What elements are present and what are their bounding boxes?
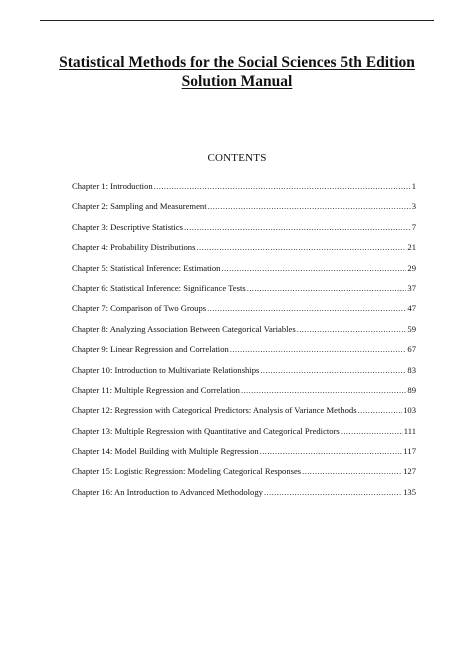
title-line-1: Statistical Methods for the Social Sciences 5th Edition [59, 54, 415, 71]
toc-dot-leader [260, 365, 406, 375]
toc-chapter-title: Chapter 1: Introduction [72, 181, 153, 191]
toc-page-number: 135 [403, 486, 416, 497]
toc-entry [72, 466, 416, 486]
toc-dot-leader [196, 242, 406, 252]
toc-dot-leader [208, 201, 411, 211]
toc-entry [72, 385, 416, 405]
toc-dot-leader [358, 405, 403, 415]
toc-page-number: 7 [411, 221, 416, 232]
toc-dot-leader [302, 466, 402, 476]
toc-chapter-title: Chapter 8: Analyzing Association Between Categorical Variables [72, 323, 296, 334]
toc-entry [72, 283, 416, 303]
toc-entry [72, 222, 416, 242]
toc-entry [72, 181, 416, 201]
toc-dot-leader [221, 263, 406, 273]
toc-dot-leader [297, 324, 407, 334]
toc-dot-leader [264, 487, 402, 497]
toc-entry [72, 324, 416, 344]
toc-chapter-title: Chapter 16: An Introduction to Advanced Methodology [72, 486, 263, 497]
toc-page-number: 127 [403, 466, 416, 477]
toc-entry [72, 446, 416, 466]
toc-dot-leader [230, 344, 407, 354]
toc-page-number: 3 [411, 201, 416, 212]
toc-page-number: 89 [407, 384, 416, 395]
toc-page-number: 67 [407, 344, 416, 355]
toc-entry [72, 201, 416, 221]
toc-chapter-title: Chapter 6: Statistical Inference: Significance Tests [72, 282, 246, 293]
toc-chapter-title: Chapter 4: Probability Distributions [72, 242, 196, 253]
toc-page-number: 29 [407, 262, 416, 273]
toc-chapter-title: Chapter 15: Logistic Regression: Modeling Categorical Responses [72, 466, 302, 477]
toc-chapter-title: Chapter 14: Model Building with Multiple Regression [72, 446, 259, 457]
toc-page-number: 47 [407, 303, 416, 314]
toc-dot-leader [260, 446, 403, 456]
toc-page-number: 111 [403, 425, 416, 436]
toc-chapter-title: Chapter 7: Comparison of Two Groups [72, 303, 207, 314]
toc-page-number: 117 [403, 446, 416, 457]
toc-dot-leader [247, 283, 407, 293]
title-line-2: Solution Manual [181, 73, 293, 90]
toc-entry [72, 242, 416, 262]
toc-entry [72, 263, 416, 283]
toc-chapter-title: Chapter 9: Linear Regression and Correlation [72, 344, 229, 355]
toc-page-number: 37 [407, 282, 416, 293]
toc-dot-leader [154, 181, 411, 191]
toc-chapter-title: Chapter 12: Regression with Categorical Predictors: Analysis of Variance Methods [72, 405, 357, 416]
toc-entry [72, 303, 416, 323]
toc-entry [72, 487, 416, 507]
toc-chapter-title: Chapter 13: Multiple Regression with Quantitative and Categorical Predictors [72, 425, 340, 436]
toc-entry [72, 344, 416, 364]
toc-chapter-title: Chapter 3: Descriptive Statistics [72, 221, 183, 232]
toc-chapter-title: Chapter 10: Introduction to Multivariate Relationships [72, 364, 260, 375]
toc-dot-leader [207, 303, 406, 313]
toc-entry [72, 405, 416, 425]
toc-entry [72, 426, 416, 446]
table-of-contents [72, 181, 416, 507]
toc-page-number: 21 [407, 242, 416, 253]
toc-entry [72, 365, 416, 385]
toc-dot-leader [241, 385, 406, 395]
toc-chapter-title: Chapter 5: Statistical Inference: Estimation [72, 262, 221, 273]
toc-chapter-title: Chapter 11: Multiple Regression and Correlation [72, 384, 240, 395]
toc-page-number: 1 [411, 181, 416, 191]
toc-page-number: 103 [403, 405, 416, 416]
toc-dot-leader [341, 426, 403, 436]
document-title [0, 53, 474, 91]
toc-page-number: 83 [407, 364, 416, 375]
toc-page-number: 59 [407, 323, 416, 334]
toc-dot-leader [184, 222, 411, 232]
contents-heading: CONTENTS [207, 152, 267, 164]
top-rule [40, 20, 434, 21]
toc-chapter-title: Chapter 2: Sampling and Measurement [72, 201, 207, 212]
